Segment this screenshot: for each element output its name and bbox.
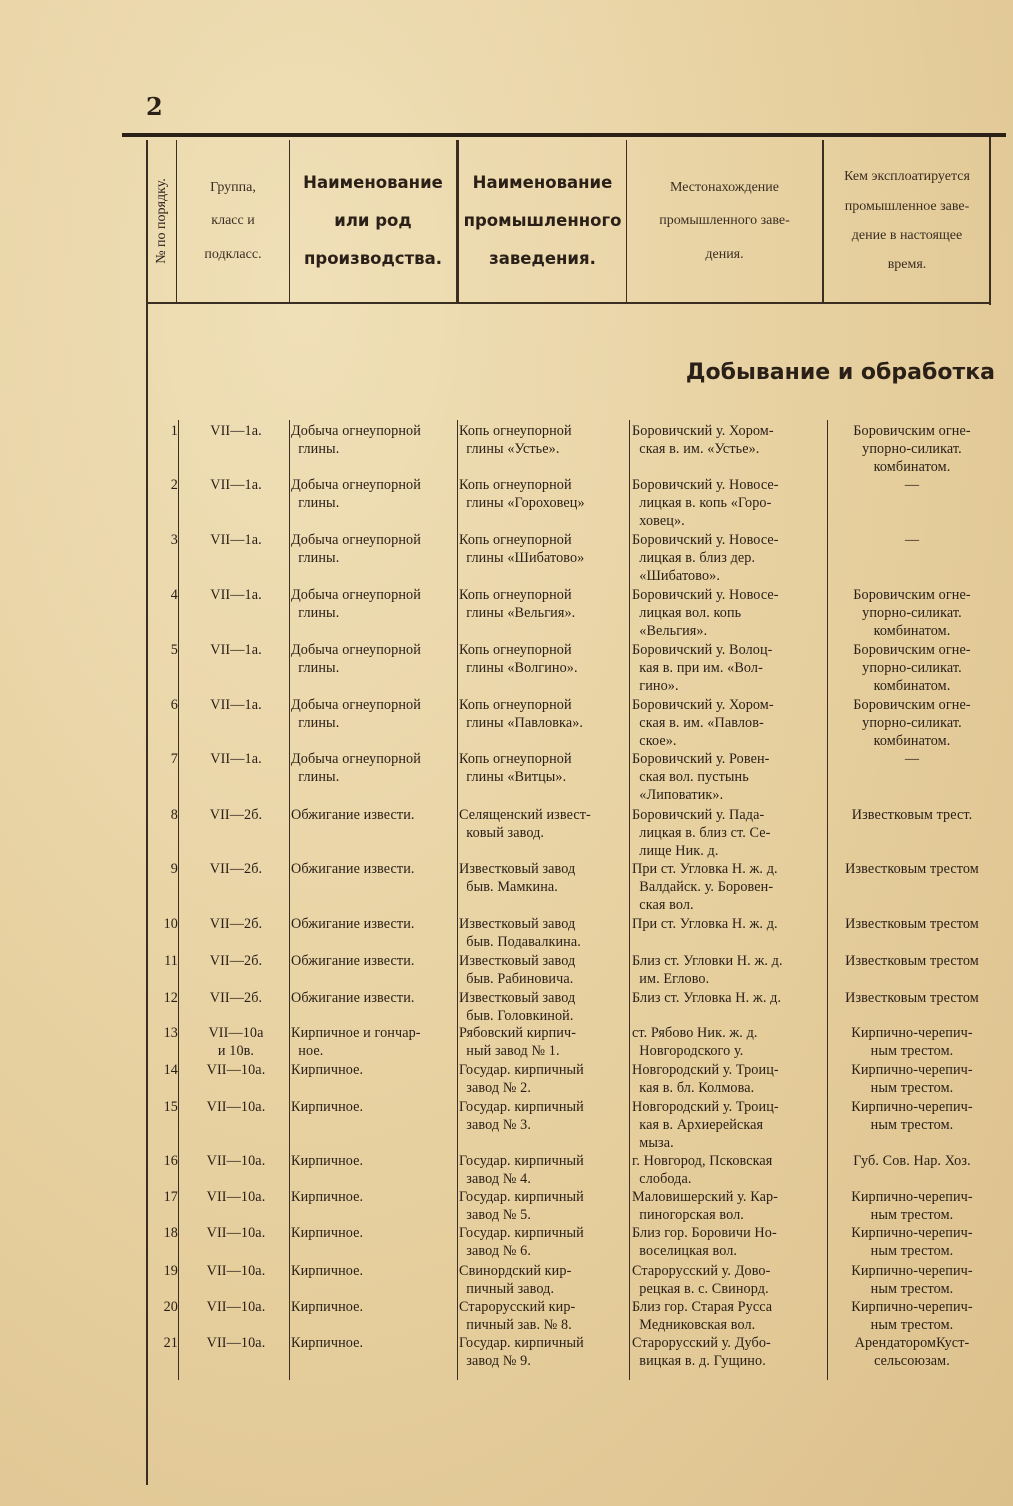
row-production: Добыча огнеупорной глины.: [291, 423, 421, 457]
row-production: Добыча огнеупорной глины.: [291, 532, 421, 566]
row-operator: Известковым трестом: [845, 953, 979, 969]
row-enterprise-name: Копь огнеупорной глины «Шибатово»: [459, 532, 585, 566]
row-enterprise-name: Известковый завод быв. Рабиновича.: [459, 953, 576, 987]
body-divider-4: [629, 420, 630, 1380]
row-number: 6: [170, 697, 178, 713]
row-production: Добыча огнеупорной глины.: [291, 477, 421, 511]
row-location: Боровичский у. Хором- ская в. им. «Устье».: [632, 423, 774, 457]
row-operator: Кирпично-черепич- ным трестом.: [851, 1263, 973, 1297]
row-location: Новгородский у. Троиц- кая в. Архиерейская мыза.: [632, 1099, 779, 1151]
row-production: Кирпичное.: [291, 1189, 364, 1205]
row-group: VII—2б.: [209, 861, 263, 877]
row-group: VII—1a.: [210, 642, 262, 658]
row-group: VII—1a.: [210, 751, 262, 767]
section-title: Добывание и обработка: [685, 360, 995, 385]
row-number: 11: [164, 953, 178, 969]
header-group: Группа, класс и подкласс.: [204, 179, 262, 262]
row-location: Маловишерский у. Кар- пиногорская вол.: [632, 1189, 778, 1223]
row-number: 4: [170, 587, 178, 603]
row-operator: Губ. Сов. Нар. Хоз.: [853, 1153, 971, 1169]
row-number: 1: [170, 423, 178, 439]
row-group: VII—1a.: [210, 697, 262, 713]
row-enterprise-name: Государ. кирпичный завод № 5.: [459, 1189, 584, 1223]
row-location: Боровичский у. Новосе- лицкая в. близ дер. «Шибатово».: [632, 532, 779, 584]
header-bottom-rule: [148, 302, 991, 304]
row-location: Старорусский у. Дубо- вицкая в. д. Гущино.: [632, 1335, 771, 1369]
row-location: г. Новгород, Псковская слобода.: [632, 1153, 773, 1187]
row-location: Близ гор. Старая Русса Медниковская вол.: [632, 1299, 773, 1333]
row-enterprise-name: Государ. кирпичный завод № 4.: [459, 1153, 584, 1187]
row-operator: Боровичским огне- упорно-силикат. комбинатом.: [853, 697, 971, 749]
body-divider-5: [827, 420, 828, 1380]
header-location: Местонахождение промышленного заве- дения.: [659, 179, 790, 262]
row-group: VII—10a.: [206, 1299, 266, 1315]
row-group: VII—2б.: [209, 990, 263, 1006]
row-location: Близ ст. Угловки Н. ж. д. им. Еглово.: [632, 953, 783, 987]
row-group: VII—10a.: [206, 1335, 266, 1351]
row-enterprise-name: Селященский извест- ковый завод.: [459, 807, 591, 841]
row-production: Кирпичное.: [291, 1225, 364, 1241]
row-location: Боровичский у. Новосе- лицкая вол. копь «Вельгия».: [632, 587, 779, 639]
row-number: 15: [163, 1099, 178, 1115]
row-production: Добыча огнеупорной глины.: [291, 751, 421, 785]
row-number: 13: [163, 1025, 178, 1041]
row-operator: Кирпично-черепич- ным трестом.: [851, 1099, 973, 1133]
row-operator: —: [904, 532, 920, 548]
row-group: VII—10a.: [206, 1263, 266, 1279]
row-enterprise-name: Известковый завод быв. Головкиной.: [459, 990, 576, 1024]
row-enterprise-name: Известковый завод быв. Мамкина.: [459, 861, 576, 895]
row-enterprise-name: Рябовский кирпич- ный завод № 1.: [459, 1025, 577, 1059]
row-group: VII—10a.: [206, 1099, 266, 1115]
row-number: 2: [170, 477, 178, 493]
row-enterprise-name: Копь огнеупорной глины «Павловка».: [459, 697, 584, 731]
row-production: Обжигание извести.: [291, 953, 415, 969]
row-number: 20: [163, 1299, 178, 1315]
row-location: Боровичский у. Новосе- лицкая в. копь «Горо- ховец».: [632, 477, 779, 529]
row-operator: Кирпично-черепич- ным трестом.: [851, 1189, 973, 1223]
row-enterprise-name: Копь огнеупорной глины «Вельгия».: [459, 587, 576, 621]
row-operator: Боровичским огне- упорно-силикат. комбинатом.: [853, 423, 971, 475]
body-divider-3: [457, 420, 458, 1380]
row-number: 21: [163, 1335, 178, 1351]
row-number: 8: [170, 807, 178, 823]
row-group: VII—1a.: [210, 477, 262, 493]
header-operator: Кем эксплоатируется промышленное заве- дение в настоящее время.: [844, 169, 970, 273]
row-group: VII—1a.: [210, 587, 262, 603]
row-enterprise-name: Свинордский кир- пичный завод.: [459, 1263, 572, 1297]
row-location: ст. Рябово Ник. ж. д. Новгородского у.: [632, 1025, 758, 1059]
row-operator: Кирпично-черепич- ным трестом.: [851, 1062, 973, 1096]
row-enterprise-name: Государ. кирпичный завод № 3.: [459, 1099, 584, 1133]
row-group: VII—1a.: [210, 423, 262, 439]
header-enterprise: Наименование промышленного заведения.: [463, 173, 622, 268]
row-group: VII—10a.: [206, 1062, 266, 1078]
header-production: Наименование или род производства.: [303, 173, 443, 268]
row-location: При ст. Угловка Н. ж. д.: [632, 916, 778, 932]
row-enterprise-name: Известковый завод быв. Подавалкина.: [459, 916, 581, 950]
row-group: VII—10a.: [206, 1225, 266, 1241]
row-production: Кирпичное.: [291, 1099, 364, 1115]
row-operator: Кирпично-черепич- ным трестом.: [851, 1299, 973, 1333]
row-number: 9: [170, 861, 178, 877]
header-number-label: № по порядку.: [154, 178, 170, 264]
row-location: Боровичский у. Хором- ская в. им. «Павлов- ское».: [632, 697, 774, 749]
row-number: 5: [170, 642, 178, 658]
row-number: 19: [163, 1263, 178, 1279]
row-group: VII—10a.: [206, 1189, 266, 1205]
row-production: Кирпичное и гончар- ное.: [291, 1025, 421, 1059]
row-enterprise-name: Государ. кирпичный завод № 2.: [459, 1062, 584, 1096]
row-operator: Известковым трестом: [845, 861, 979, 877]
row-location: Боровичский у. Ровен- ская вол. пустынь «Липоватик».: [632, 751, 770, 803]
row-group: VII—1a.: [210, 532, 262, 548]
row-production: Кирпичное.: [291, 1153, 364, 1169]
row-operator: Боровичским огне- упорно-силикат. комбинатом.: [853, 642, 971, 694]
row-production: Добыча огнеупорной глины.: [291, 697, 421, 731]
row-production: Кирпичное.: [291, 1062, 364, 1078]
row-location: Новгородский у. Троиц- кая в. бл. Колмова.: [632, 1062, 779, 1096]
row-number: 16: [163, 1153, 178, 1169]
row-enterprise-name: Копь огнеупорной глины «Гороховец»: [459, 477, 585, 511]
header-number-column: [148, 140, 176, 302]
row-production: Добыча огнеупорной глины.: [291, 587, 421, 621]
row-group: VII—2б.: [209, 916, 263, 932]
row-production: Обжигание извести.: [291, 807, 415, 823]
row-location: Близ гор. Боровичи Но- воселицкая вол.: [632, 1225, 777, 1259]
row-enterprise-name: Копь огнеупорной глины «Витцы».: [459, 751, 572, 785]
row-operator: —: [904, 751, 920, 767]
row-number: 17: [163, 1189, 178, 1205]
row-number: 7: [170, 751, 178, 767]
row-enterprise-name: Государ. кирпичный завод № 9.: [459, 1335, 584, 1369]
row-group: VII—10a.: [206, 1153, 266, 1169]
row-location: При ст. Угловка Н. ж. д. Валдайск. у. Боровен- ская вол.: [632, 861, 778, 913]
row-operator: —: [904, 477, 920, 493]
row-number: 10: [163, 916, 178, 932]
row-operator: Кирпично-черепич- ным трестом.: [851, 1025, 973, 1059]
row-enterprise-name: Копь огнеупорной глины «Устье».: [459, 423, 572, 457]
row-number: 14: [163, 1062, 178, 1078]
row-location: Боровичский у. Волоц- кая в. при им. «Вол- гино».: [632, 642, 773, 694]
row-operator: Боровичским огне- упорно-силикат. комбинатом.: [853, 587, 971, 639]
row-production: Добыча огнеупорной глины.: [291, 642, 421, 676]
row-location: Старорусский у. Дово- рецкая в. с. Свинорд.: [632, 1263, 771, 1297]
body-divider-1: [178, 420, 179, 1380]
row-operator: АрендаторомКуст- сельсоюзам.: [854, 1335, 970, 1369]
row-enterprise-name: Старорусский кир- пичный зав. № 8.: [459, 1299, 576, 1333]
row-location: Близ ст. Угловка Н. ж. д.: [632, 990, 782, 1006]
row-production: Кирпичное.: [291, 1335, 364, 1351]
row-enterprise-name: Копь огнеупорной глины «Волгино».: [459, 642, 578, 676]
row-number: 18: [163, 1225, 178, 1241]
row-group: VII—10a и 10в.: [208, 1025, 264, 1059]
row-location: Боровичский у. Пада- лицкая в. близ ст. Се- лище Ник. д.: [632, 807, 771, 859]
row-number: 3: [170, 532, 178, 548]
row-operator: Известковым трестом: [845, 916, 979, 932]
row-group: VII—2б.: [209, 953, 263, 969]
row-production: Обжигание извести.: [291, 916, 415, 932]
row-production: Обжигание извести.: [291, 861, 415, 877]
row-number: 12: [163, 990, 178, 1006]
top-rule: [122, 133, 1006, 137]
row-operator: Кирпично-черепич- ным трестом.: [851, 1225, 973, 1259]
row-operator: Известковым трест.: [851, 807, 973, 823]
row-group: VII—2б.: [209, 807, 263, 823]
row-production: Обжигание извести.: [291, 990, 415, 1006]
row-operator: Известковым трестом: [845, 990, 979, 1006]
row-enterprise-name: Государ. кирпичный завод № 6.: [459, 1225, 584, 1259]
page-number: 2: [146, 92, 163, 121]
row-production: Кирпичное.: [291, 1299, 364, 1315]
row-production: Кирпичное.: [291, 1263, 364, 1279]
